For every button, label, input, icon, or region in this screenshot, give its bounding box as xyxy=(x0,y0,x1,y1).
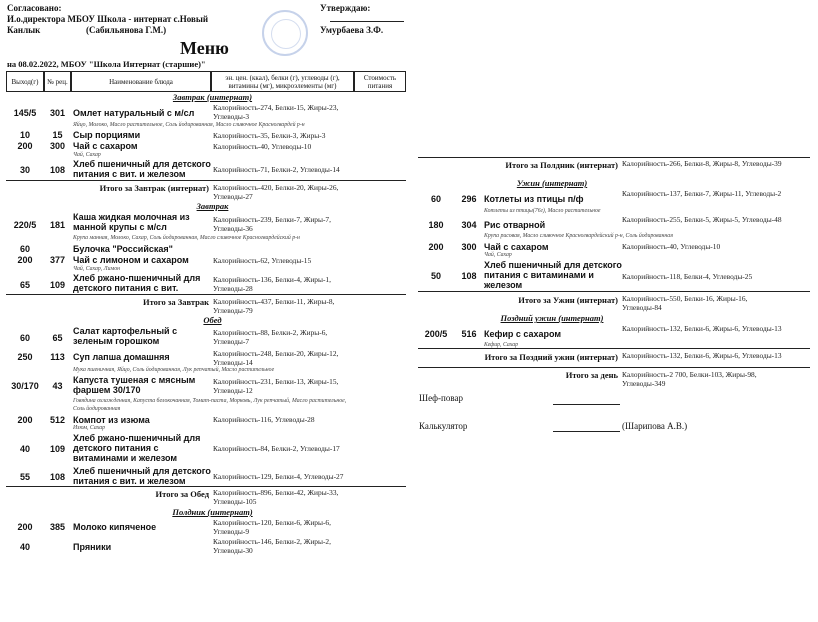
day-total-nutrition: Калорийность-2 700, Белки-103, Жиры-98, Углеводы-349 xyxy=(622,370,757,388)
item-nutrition: Калорийность-255, Белки-5, Жиры-5, Углеводы-48 xyxy=(622,215,782,224)
item-nutrition: Калорийность-231, Белки-13, Жиры-15, Углеводы-12 xyxy=(213,377,339,395)
item-name: Чай с сахаром xyxy=(484,242,549,252)
item-nutrition: Калорийность-40, Углеводы-10 xyxy=(622,242,721,251)
item-name: Чай с лимоном и сахаром xyxy=(73,255,189,265)
section-title: Завтрак (интернат) xyxy=(172,92,253,102)
item-recipe: 43 xyxy=(52,381,63,391)
item-recipe: 300 xyxy=(49,141,66,151)
approve-signature-line xyxy=(330,21,404,22)
item-nutrition: Калорийность-132, Белки-6, Жиры-6, Углеводы-13 xyxy=(622,324,782,333)
item-output: 180 xyxy=(428,220,444,230)
total-nutrition: Калорийность-420, Белки-20, Жиры-26, Углеводы-27 xyxy=(213,183,339,201)
total-nutrition: Калорийность-266, Белки-8, Жиры-8, Углеводы-39 xyxy=(622,159,782,168)
total-label: Итого за Обед xyxy=(155,489,209,499)
total-nutrition: Калорийность-896, Белки-42, Жиры-33, Углеводы-105 xyxy=(213,488,339,506)
item-nutrition: Калорийность-239, Белки-7, Жиры-7, Углеводы-36 xyxy=(213,215,331,233)
item-ingredients: Говядина охлажденная, Капуста белокочанная, Томат-паста, Морковь, Лук репчатый, Масло растительное, Соль йодированная xyxy=(73,398,347,412)
item-name: Котлеты из птицы п/ф xyxy=(484,194,584,204)
col-cost: Стоимость питания xyxy=(354,71,406,92)
item-ingredients: Чай, Сахар xyxy=(73,152,101,158)
page-title: Меню xyxy=(180,38,229,58)
agreed-name: (Сабильянова Г.М.) xyxy=(86,25,167,35)
item-ingredients: Кефир, Сахар xyxy=(484,342,519,348)
total-label: Итого за Полдник (интернат) xyxy=(505,160,618,170)
item-ingredients: Крупа манная, Молоко, Сахар, Соль йодированная, Масло сливочное Красногвардейский р-н xyxy=(73,235,300,241)
item-name: Хлеб пшеничный для детского питания с вит. и железом xyxy=(73,159,211,179)
item-name: Булочка "Российская" xyxy=(73,244,173,254)
approve-label: Утверждаю: xyxy=(320,3,371,13)
agreed-place: Канлык xyxy=(7,25,41,35)
divider xyxy=(6,180,406,181)
item-output: 200 xyxy=(17,522,33,532)
item-recipe: 304 xyxy=(461,220,477,230)
divider xyxy=(418,291,810,292)
divider xyxy=(418,348,810,349)
item-recipe: 15 xyxy=(52,130,63,140)
item-ingredients: Чай, Сахар, Лимон xyxy=(73,266,120,272)
item-recipe: 512 xyxy=(49,415,66,425)
item-output: 40 xyxy=(19,444,30,454)
calc-name: (Шарипова А.В.) xyxy=(622,421,688,431)
item-ingredients: Чай, Сахар xyxy=(484,252,512,258)
item-recipe: 385 xyxy=(49,522,66,532)
item-nutrition: Калорийность-118, Белки-4, Углеводы-25 xyxy=(622,272,753,281)
calc-label: Калькулятор xyxy=(419,421,468,431)
item-recipe: 109 xyxy=(49,280,66,290)
item-name: Салат картофельный с зеленым горошком xyxy=(73,326,178,346)
item-recipe: 296 xyxy=(461,194,477,204)
item-ingredients: Котлеты из птицы(76г), Масло растительное xyxy=(484,208,601,214)
divider xyxy=(6,294,406,295)
item-nutrition: Калорийность-248, Белки-20, Жиры-12, Углеводы-14 xyxy=(213,349,339,367)
item-name: Кефир с сахаром xyxy=(484,329,562,339)
item-output: 200 xyxy=(17,141,33,151)
item-name: Хлеб пшеничный для детского питания с витаминами и железом xyxy=(484,260,622,290)
item-recipe: 108 xyxy=(461,271,477,281)
item-recipe: 300 xyxy=(461,242,477,252)
divider xyxy=(418,367,810,368)
item-output: 60 xyxy=(19,244,30,254)
item-name: Суп лапша домашняя xyxy=(73,352,170,362)
divider xyxy=(6,486,406,487)
chef-label: Шеф-повар xyxy=(419,393,463,403)
item-recipe: 65 xyxy=(52,333,63,343)
total-label: Итого за Завтрак xyxy=(142,297,209,307)
item-nutrition: Калорийность-137, Белки-7, Жиры-11, Углеводы-2 xyxy=(622,189,782,198)
section-title: Поздний ужин (интернат) xyxy=(500,313,604,323)
item-nutrition: Калорийность-88, Белки-2, Жиры-6, Углеводы-7 xyxy=(213,328,328,346)
item-nutrition: Калорийность-35, Белки-3, Жиры-3 xyxy=(213,131,326,140)
item-output: 250 xyxy=(17,352,33,362)
item-nutrition: Калорийность-129, Белки-4, Углеводы-27 xyxy=(213,472,344,481)
item-recipe: 516 xyxy=(461,329,477,339)
item-recipe: 113 xyxy=(50,352,65,362)
item-recipe: 108 xyxy=(49,472,66,482)
item-name: Омлет натуральный с м/сл xyxy=(73,108,195,118)
item-output: 60 xyxy=(19,333,30,343)
item-output: 30/170 xyxy=(11,381,39,391)
item-name: Капуста тушеная с мясным фаршем 30/170 xyxy=(73,375,196,395)
item-nutrition: Калорийность-40, Углеводы-10 xyxy=(213,142,312,151)
item-name: Хлеб ржано-пшеничный для детского питания с витаминами и железом xyxy=(73,433,201,463)
item-name: Каша жидкая молочная из манной крупы с м/сл xyxy=(73,212,190,232)
item-output: 200 xyxy=(17,255,33,265)
item-name: Хлеб пшеничный для детского питания с вит. и железом xyxy=(73,466,211,486)
item-ingredients: Яйцо, Молоко, Масло растительное, Соль йодированная, Масло сливочное Красногвардей р-н xyxy=(73,122,305,128)
agreed-label: Согласовано: xyxy=(7,3,62,13)
item-ingredients: Мука пшеничная, Яйцо, Соль йодированная, Лук репчатый, Масло растительное xyxy=(73,367,275,373)
total-label: Итого за Поздний ужин (интернат) xyxy=(484,352,618,362)
item-output: 40 xyxy=(19,542,30,552)
approve-name: Умурбаева З.Ф. xyxy=(320,25,384,35)
item-name: Пряники xyxy=(73,542,112,552)
item-ingredients: Крупа рисовая, Масло сливочное Красногвардейский р-н, Соль йодированная xyxy=(484,233,673,239)
item-recipe: 181 xyxy=(49,220,66,230)
item-output: 200/5 xyxy=(424,329,448,339)
item-output: 60 xyxy=(430,194,441,204)
calc-signature-line xyxy=(553,431,620,432)
section-title: Ужин (интернат) xyxy=(516,178,588,188)
item-recipe: 377 xyxy=(49,255,66,265)
item-output: 10 xyxy=(19,130,30,140)
agreed-role: И.о.директора МБОУ Школа - интернат с.Новый xyxy=(7,14,209,24)
item-output: 220/5 xyxy=(13,220,37,230)
item-output: 145/5 xyxy=(13,108,37,118)
item-recipe: 108 xyxy=(49,165,66,175)
total-nutrition: Калорийность-437, Белки-11, Жиры-8, Углеводы-79 xyxy=(213,297,335,315)
total-label: Итого за Завтрак (интернат) xyxy=(99,183,209,193)
item-recipe: 301 xyxy=(49,108,66,118)
chef-signature-line xyxy=(553,404,620,405)
col-name: Наименование блюда xyxy=(71,71,211,92)
item-nutrition: Калорийность-71, Белки-2, Углеводы-14 xyxy=(213,165,340,174)
col-nutrition: эн. цен. (ккал), белки (г), углеводы (г), витамины (мг), микроэлементы (мг) xyxy=(211,71,354,92)
item-output: 50 xyxy=(430,271,441,281)
day-total-label: Итого за день xyxy=(565,370,618,380)
date-line: на 08.02.2022, МБОУ "Школа Интернат (старшие)" xyxy=(7,59,206,69)
item-ingredients: Изюм, Сахар xyxy=(73,425,106,431)
section-title: Обед xyxy=(203,315,222,325)
item-output: 65 xyxy=(19,280,30,290)
item-nutrition: Калорийность-146, Белки-2, Жиры-2, Углеводы-30 xyxy=(213,537,331,555)
item-name: Компот из изюма xyxy=(73,415,150,425)
col-recipe: № рец. xyxy=(44,71,71,92)
total-nutrition: Калорийность-132, Белки-6, Жиры-6, Углеводы-13 xyxy=(622,351,782,360)
total-label: Итого за Ужин (интернат) xyxy=(518,295,618,305)
section-title: Завтрак xyxy=(196,201,229,211)
item-nutrition: Калорийность-116, Углеводы-28 xyxy=(213,415,315,424)
item-nutrition: Калорийность-120, Белки-6, Жиры-6, Углеводы-9 xyxy=(213,518,331,536)
item-nutrition: Калорийность-136, Белки-4, Жиры-1, Углеводы-28 xyxy=(213,275,331,293)
total-nutrition: Калорийность-550, Белки-16, Жиры-16, Углеводы-84 xyxy=(622,294,748,312)
col-output: Выход(г) xyxy=(6,71,44,92)
item-name: Рис отварной xyxy=(484,220,546,230)
item-name: Молоко кипяченое xyxy=(73,522,157,532)
divider xyxy=(418,157,810,158)
item-nutrition: Калорийность-84, Белки-2, Углеводы-17 xyxy=(213,444,340,453)
item-nutrition: Калорийность-62, Углеводы-15 xyxy=(213,256,312,265)
item-nutrition: Калорийность-274, Белки-15, Жиры-23, Углеводы-3 xyxy=(213,103,339,121)
item-recipe: 109 xyxy=(49,444,66,454)
item-output: 200 xyxy=(428,242,444,252)
item-name: Сыр порциями xyxy=(73,130,141,140)
school-seal-stamp xyxy=(262,10,308,56)
item-output: 55 xyxy=(19,472,30,482)
item-output: 30 xyxy=(19,165,30,175)
item-name: Чай с сахаром xyxy=(73,141,138,151)
item-name: Хлеб ржано-пшеничный для детского питания с вит. xyxy=(73,273,201,293)
item-output: 200 xyxy=(17,415,33,425)
section-title: Полдник (интернат) xyxy=(172,507,253,517)
